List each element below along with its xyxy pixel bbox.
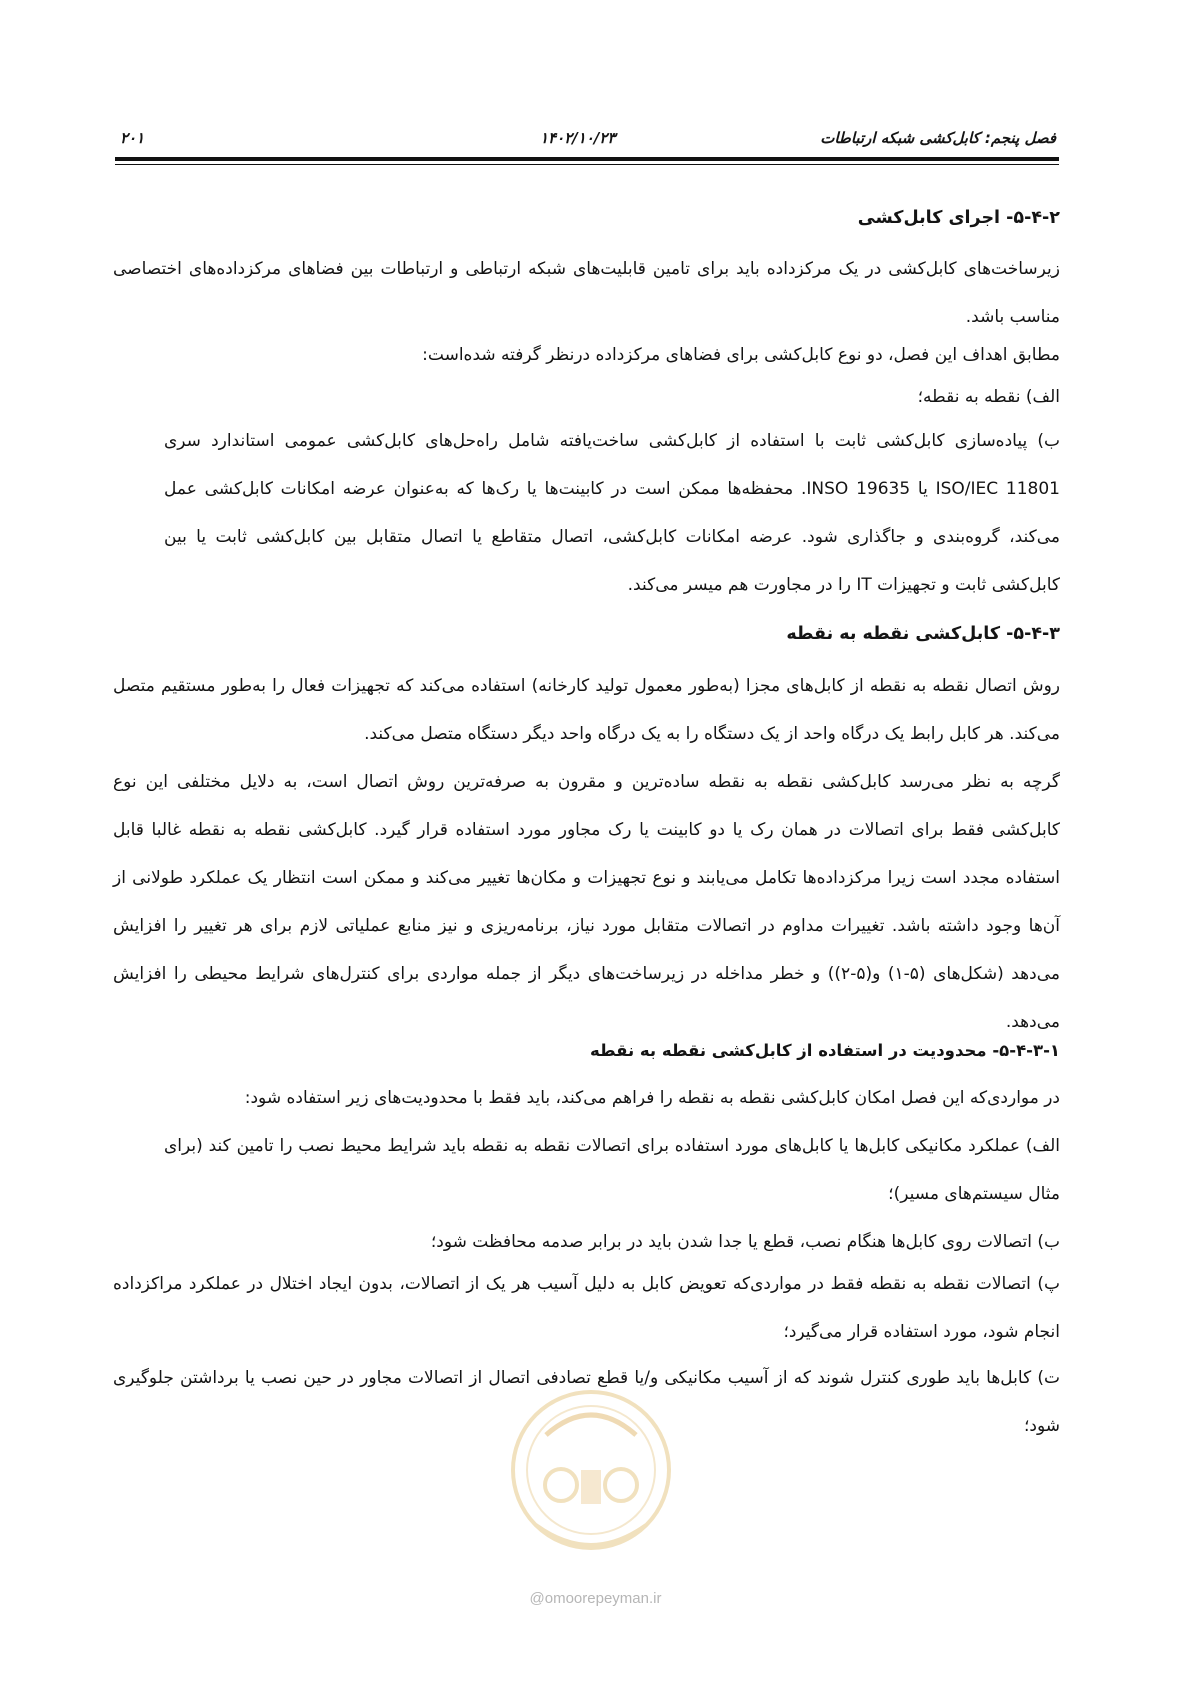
header-rule-thick [115, 157, 1059, 161]
section-heading-5-4-3-1: ۵-۴-۳-۱- محدودیت در استفاده از کابل‌کشی نقطه به نقطه [590, 1041, 1060, 1060]
section-heading-5-4-3: ۵-۴-۳- کابل‌کشی نقطه به نقطه [786, 624, 1060, 644]
watermark-url: @omoorepeyman.ir [529, 1590, 662, 1607]
restriction-item-pe: پ) اتصالات نقطه به نقطه فقط در مواردی‌که تعویض کابل به دلیل آسیب هر یک از اتصالات، بدون ایجاد اختلال در عملکرد مراکزداده انجام شود، مورد استفاده قرار می‌گیرد؛ [113, 1274, 1060, 1342]
section-5-4-2-paragraph-2: مطابق اهداف این فصل، دو نوع کابل‌کشی برای فضاهای مرکزداده درنظر گرفته شده‌است: [422, 345, 1060, 365]
restriction-item-te: ت) کابل‌ها باید طوری کنترل شوند که از آسیب مکانیکی و/یا قطع تصادفی اتصال از اتصالات مجاور در حین نصب یا برداشتن جلوگیری شود؛ [113, 1368, 1060, 1436]
section-5-4-3-1-intro: در مواردی‌که این فصل امکان کابل‌کشی نقطه به نقطه را فراهم می‌کند، باید فقط با محدودیت‌های زیر استفاده شود: [244, 1088, 1060, 1108]
header-rule-thin [115, 164, 1059, 165]
watermark-seal-logo [506, 1375, 676, 1575]
section-5-4-2-paragraph-1: زیرساخت‌های کابل‌کشی در یک مرکزداده باید برای تامین قابلیت‌های شبکه ارتباطی و ارتباطات بین فضاهای مرکزداده‌های اختصاصی مناسب باشد. [113, 259, 1060, 327]
section-heading-5-4-2: ۵-۴-۲- اجرای کابل‌کشی [857, 208, 1060, 228]
section-5-4-3-paragraph-2: گرچه به نظر می‌رسد کابل‌کشی نقطه به نقطه ساده‌ترین و مقرون به صرفه‌ترین روش اتصال است، به دلایل مختلفی این نوع کابل‌کشی فقط برای اتصالات در همان رک یا دو کابینت یا رک مجاور مورد استفاده قرار گیرد. کابل‌کشی نقطه به نقطه غالبا قابل استفاده مجدد است زیرا مرکزداده‌ها تکامل می‌یابند و نوع تجهیزات و مکان‌ها تغییر می‌کند و ممکن است انتظار یک عملکرد طولانی از آن‌ها وجود داشته باشد. تغییرات مداوم در اتصالات متقابل مورد نیاز، برنامه‌ریزی و نیز منابع عملیاتی لازم برای هر تغییر را افزایش می‌دهد (شکل‌های (۵-۱) و(۵-۲)) و خطر مداخله در زیرساخت‌های دیگر از جمله مواردی برای کنترل‌های شرایط محیطی را افزایش می‌دهد. [113, 772, 1060, 1032]
list-item-alef: الف) نقطه به نقطه؛ [917, 387, 1060, 407]
list-item-be: ب) پیاده‌سازی کابل‌کشی ثابت با استفاده از کابل‌کشی ساخت‌یافته شامل راه‌حل‌های کابل‌کشی عمومی استاندارد سری ISO/IEC 11801 یا INSO 19635. محفظه‌ها ممکن است در کابینت‌ها یا رک‌ها که به‌عنوان عرضه امکانات کابل‌کشی عمل می‌کند، گروه‌بندی و جاگذاری شود. عرضه امکانات کابل‌کشی، اتصال متقاطع یا اتصال متقابل بین کابل‌کشی ثابت یا بین کابل‌کشی ثابت و تجهیزات IT را در مجاورت هم میسر می‌کند. [164, 431, 1060, 595]
restriction-item-be: ب) اتصالات روی کابل‌ها هنگام نصب، قطع یا جدا شدن باید در برابر صدمه محافظت شود؛ [430, 1232, 1060, 1252]
header-chapter-title: فصل پنجم: کابل‌کشی شبکه ارتباطات [820, 129, 1056, 147]
header-date: ۱۴۰۲/۱۰/۲۳ [540, 129, 616, 147]
restriction-item-alef: الف) عملکرد مکانیکی کابل‌ها یا کابل‌های مورد استفاده برای اتصالات نقطه به نقطه باید شرایط محیط نصب را تامین کند (برای مثال سیستم‌های مسیر)؛ [164, 1136, 1060, 1204]
page-number: ۲۰۱ [120, 129, 145, 147]
section-5-4-3-paragraph-1: روش اتصال نقطه به نقطه از کابل‌های مجزا (به‌طور معمول تولید کارخانه) استفاده می‌کند که تجهیزات فعال را به‌طور مستقیم متصل می‌کند. هر کابل رابط یک درگاه واحد از یک دستگاه را به یک درگاه واحد دیگر دستگاه متصل می‌کند. [113, 676, 1060, 744]
